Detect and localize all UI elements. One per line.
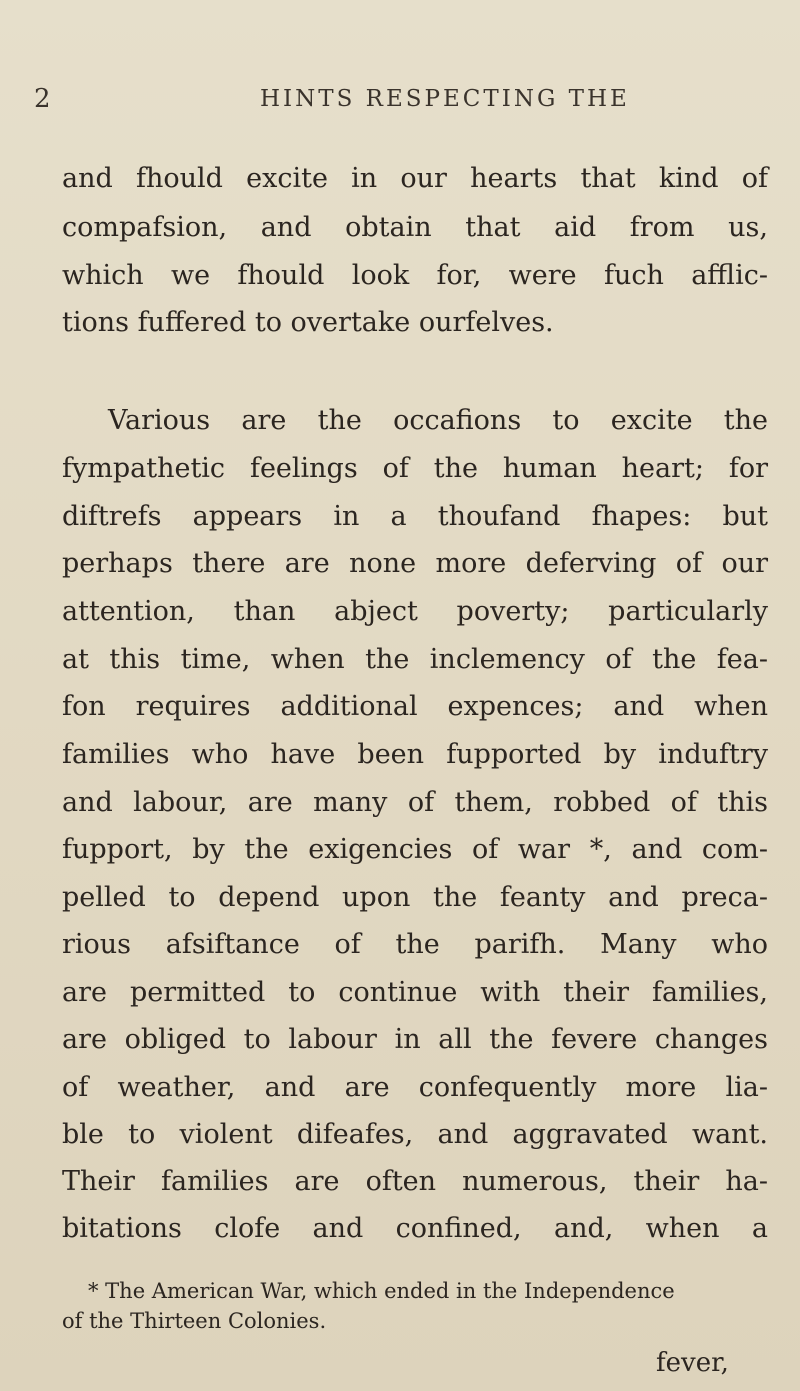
text-line: are permitted to continue with their families, — [62, 977, 768, 1008]
text-line: are obliged to labour in all the fevere changes — [62, 1024, 768, 1055]
text-line: which we fhould look for, were fuch afflic- — [62, 260, 768, 291]
text-line: bitations clofe and confined, and, when a — [62, 1213, 768, 1244]
footnote-line: of the Thirteen Colonies. — [62, 1309, 327, 1333]
text-line: rious afsiftance of the parifh. Many who — [62, 929, 768, 960]
text-line: families who have been fupported by induftry — [62, 739, 768, 770]
text-line: Their families are often numerous, their ha- — [62, 1166, 768, 1197]
page-number: 2 — [34, 84, 54, 114]
text-line: and labour, are many of them, robbed of this — [62, 787, 768, 818]
text-line: ble to violent difeafes, and aggravated want. — [62, 1119, 768, 1150]
text-line: fon requires additional expences; and when — [62, 691, 768, 722]
text-line: of weather, and are confequently more lia- — [62, 1072, 768, 1103]
page-header — [30, 84, 770, 124]
running-head: HINTS RESPECTING THE — [260, 86, 630, 112]
text-line: diftrefs appears in a thoufand fhapes: but — [62, 501, 768, 532]
text-line: tions fuffered to overtake ourfelves. — [62, 307, 554, 338]
footnote-line: * The American War, which ended in the Independence — [88, 1279, 675, 1303]
text-line: fympathetic feelings of the human heart; for — [62, 453, 768, 484]
text-line: Various are the occafions to excite the — [108, 405, 768, 436]
text-line: fupport, by the exigencies of war *, and com- — [62, 834, 768, 865]
text-line: attention, than abject poverty; particularly — [62, 596, 768, 627]
text-line: pelled to depend upon the feanty and preca- — [62, 882, 768, 913]
text-line: at this time, when the inclemency of the fea- — [62, 644, 768, 675]
text-line: perhaps there are none more deferving of our — [62, 548, 768, 579]
catchword: fever, — [656, 1348, 729, 1378]
text-line: and fhould excite in our hearts that kind of — [62, 163, 768, 194]
text-line: compafsion, and obtain that aid from us, — [62, 212, 768, 243]
